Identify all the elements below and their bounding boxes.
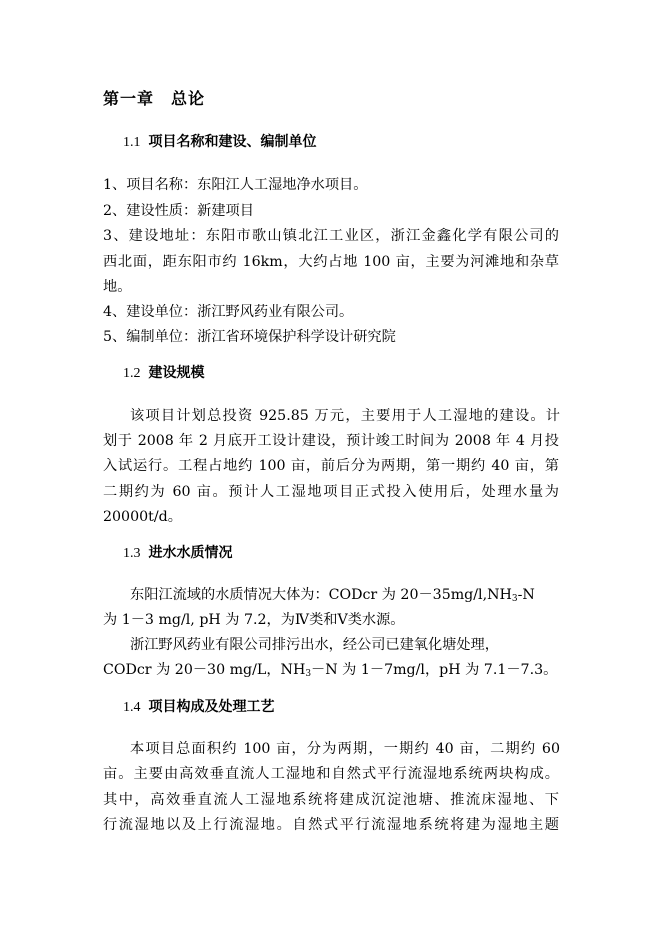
paragraph-line: 行流湿地以及上行流湿地。自然式平行流湿地系统将建为湿地主题 bbox=[103, 817, 559, 833]
construction-site-item: 3、建设地址：东阳市歌山镇北江工业区，浙江金鑫化学有限公司的 bbox=[103, 228, 559, 244]
section-heading-1-3 bbox=[123, 542, 233, 562]
section-title: 项目名称和建设、编制单位 bbox=[148, 134, 317, 150]
paragraph-line: 20000t/d。 bbox=[103, 509, 182, 525]
paragraph-line: 划于 2008 年 2 月底开工设计建设，预计竣工时间为 2008 年 4 月投 bbox=[103, 433, 559, 449]
paragraph-line bbox=[130, 584, 560, 604]
chapter-title: 第一章 总论 bbox=[103, 89, 206, 108]
section-title: 项目构成及处理工艺 bbox=[148, 699, 275, 715]
section-title: 进水水质情况 bbox=[148, 545, 233, 561]
project-name-item: 1、项目名称：东阳江人工湿地净水项目。 bbox=[103, 177, 368, 193]
section-number: 1.4 bbox=[123, 700, 141, 715]
paragraph-line: 入试运行。工程占地约 100 亩，前后分为两期，第一期约 40 亩，第 bbox=[103, 458, 559, 474]
paragraph-line: 地。 bbox=[103, 279, 132, 295]
paragraph-line: 该项目计划总投资 925.85 万元，主要用于人工湿地的建设。计 bbox=[130, 408, 560, 424]
text-run: CODcr 为 20－30 mg/L，NH bbox=[103, 662, 306, 678]
paragraph-line: 其中，高效垂直流人工湿地系统将建成沉淀池塘、推流床湿地、下 bbox=[103, 792, 559, 808]
section-number: 1.3 bbox=[123, 546, 141, 561]
section-number: 1.2 bbox=[123, 366, 141, 381]
subscript: 3 bbox=[305, 669, 312, 679]
construction-type-item: 2、建设性质：新建项目 bbox=[103, 203, 254, 219]
paragraph-line: 亩。主要由高效垂直流人工湿地和自然式平行流湿地系统两块构成。 bbox=[103, 766, 559, 782]
section-number: 1.1 bbox=[123, 135, 141, 150]
subscript: 3 bbox=[511, 594, 518, 604]
paragraph-line: 二期约为 60 亩。预计人工湿地项目正式投入使用后，处理水量为 bbox=[103, 484, 559, 500]
text-run: -N bbox=[517, 587, 535, 603]
paragraph-line bbox=[103, 659, 559, 679]
paragraph-line: 本项目总面积约 100 亩，分为两期，一期约 40 亩，二期约 60 bbox=[130, 741, 560, 757]
section-heading-1-4 bbox=[123, 696, 275, 716]
section-heading-1-2 bbox=[123, 362, 205, 382]
compiling-unit-item: 5、编制单位：浙江省环境保护科学设计研究院 bbox=[103, 329, 396, 345]
section-heading-1-1 bbox=[123, 131, 317, 151]
text-run: －N 为 1－7mg/l，pH 为 7.1－7.3。 bbox=[311, 662, 558, 678]
section-title: 建设规模 bbox=[148, 365, 205, 381]
paragraph-line: 为 1－3 mg/l, pH 为 7.2，为Ⅳ类和Ⅴ类水源。 bbox=[103, 612, 405, 628]
construction-unit-item: 4、建设单位：浙江野风药业有限公司。 bbox=[103, 304, 354, 320]
text-run: 东阳江流域的水质情况大体为：CODcr 为 20－35mg/l,NH bbox=[130, 587, 512, 603]
paragraph-line: 浙江野风药业有限公司排污出水，经公司已建氧化塘处理， bbox=[130, 637, 499, 653]
paragraph-line: 西北面，距东阳市约 16km，大约占地 100 亩，主要为河滩地和杂草 bbox=[103, 254, 559, 270]
